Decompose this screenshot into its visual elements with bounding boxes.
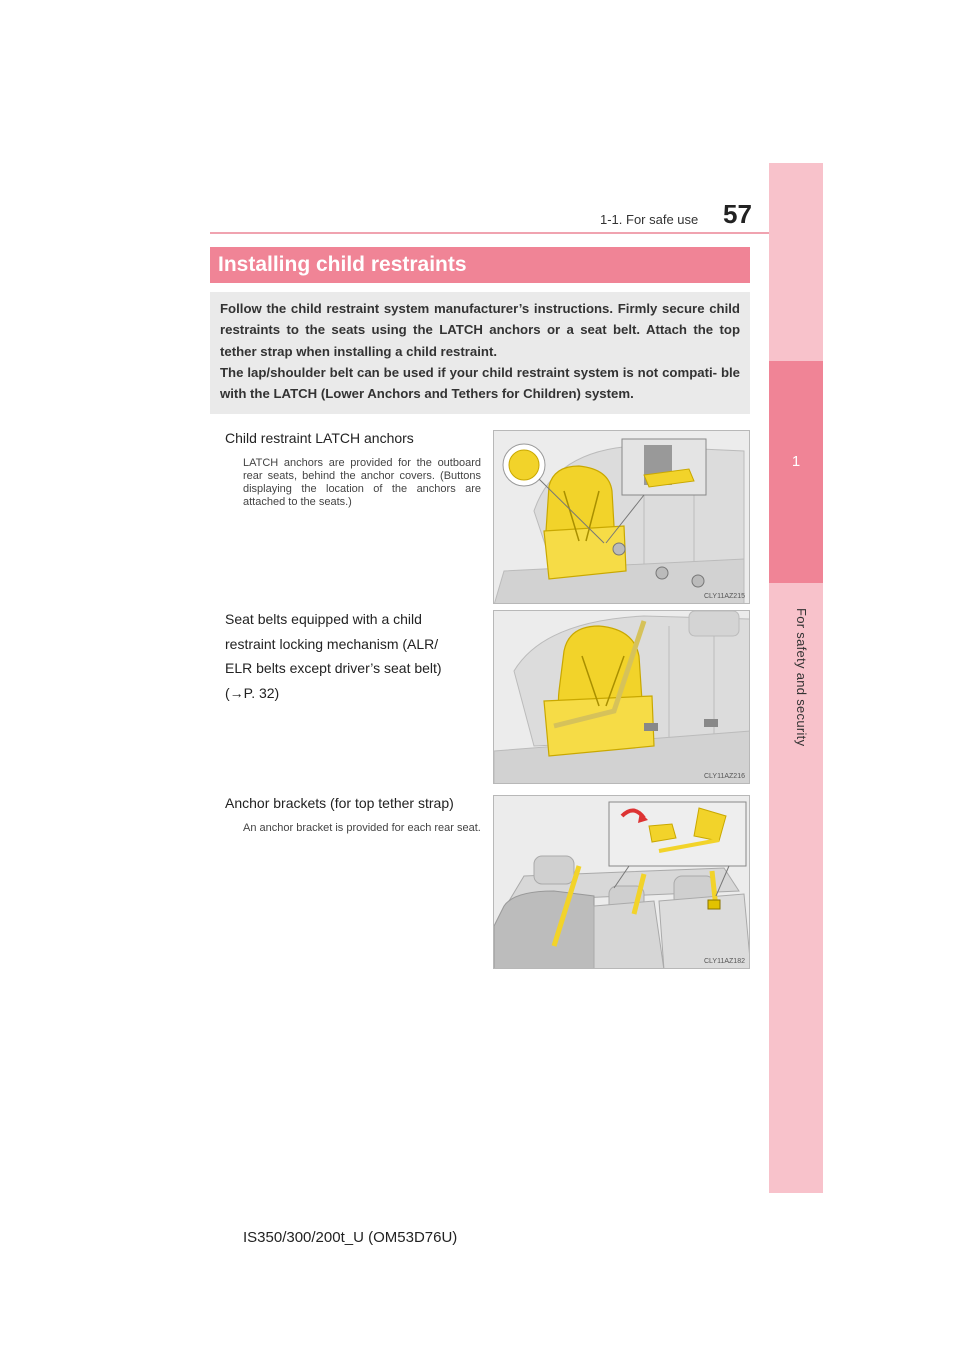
intro-paragraph-2: The lap/shoulder belt can be used if your child restraint system is not compati- ble with the LATCH (Lower Anchors and Tethers for Children) system. <box>220 364 740 402</box>
footer-model: IS350/300/200t_U (OM53D76U) <box>243 1229 458 1246</box>
page-number: 57 <box>723 199 752 229</box>
intro-box <box>210 292 750 414</box>
intro-paragraph-1: Follow the child restraint system manufacturer’s instructions. Firmly secure child restraints to the seats using the LATCH anchors or a seat belt. Attach the top tether strap when installing a child restraint. <box>220 301 740 359</box>
item-heading-latch: Child restraint LATCH anchors <box>225 430 414 446</box>
latch-anchors-illustration <box>493 430 750 604</box>
seatbelt-restraint-drawing <box>494 611 750 784</box>
chapter-title: For safety and security <box>794 608 809 747</box>
item-description-latch: LATCH anchors are provided for the outboard rear seats, behind the anchor covers. (Buttons displaying the location of the anchors are attached to the seats.) <box>243 457 481 508</box>
image-code: CLY11AZ216 <box>704 773 745 780</box>
image-code: CLY11AZ215 <box>704 593 745 600</box>
anchor-brackets-illustration <box>493 795 750 969</box>
anchor-brackets-drawing <box>494 796 750 969</box>
section-title: Installing child restraints <box>218 253 467 276</box>
section-title-bar <box>210 247 750 283</box>
chapter-number: 1 <box>791 453 801 470</box>
latch-anchors-drawing <box>494 431 750 604</box>
item-description-anchor-brackets: An anchor bracket is provided for each rear seat. <box>243 822 481 834</box>
chapter-side-tab[interactable] <box>769 163 823 1193</box>
item-heading-seatbelt-line4: (→P. 32) <box>225 685 280 701</box>
seatbelt-restraint-illustration <box>493 610 750 784</box>
item-heading-seatbelt-line2: restraint locking mechanism (ALR/ <box>225 636 439 652</box>
header-rule <box>210 232 823 234</box>
item-heading-anchor-brackets: Anchor brackets (for top tether strap) <box>225 795 454 811</box>
item-heading-seatbelt-line1: Seat belts equipped with a child <box>225 611 422 627</box>
item-heading-seatbelt-line3: ELR belts except driver’s seat belt) <box>225 660 442 676</box>
section-label: 1-1. For safe use <box>600 212 699 227</box>
chapter-tab-highlight <box>769 361 823 583</box>
image-code: CLY11AZ182 <box>704 958 745 965</box>
